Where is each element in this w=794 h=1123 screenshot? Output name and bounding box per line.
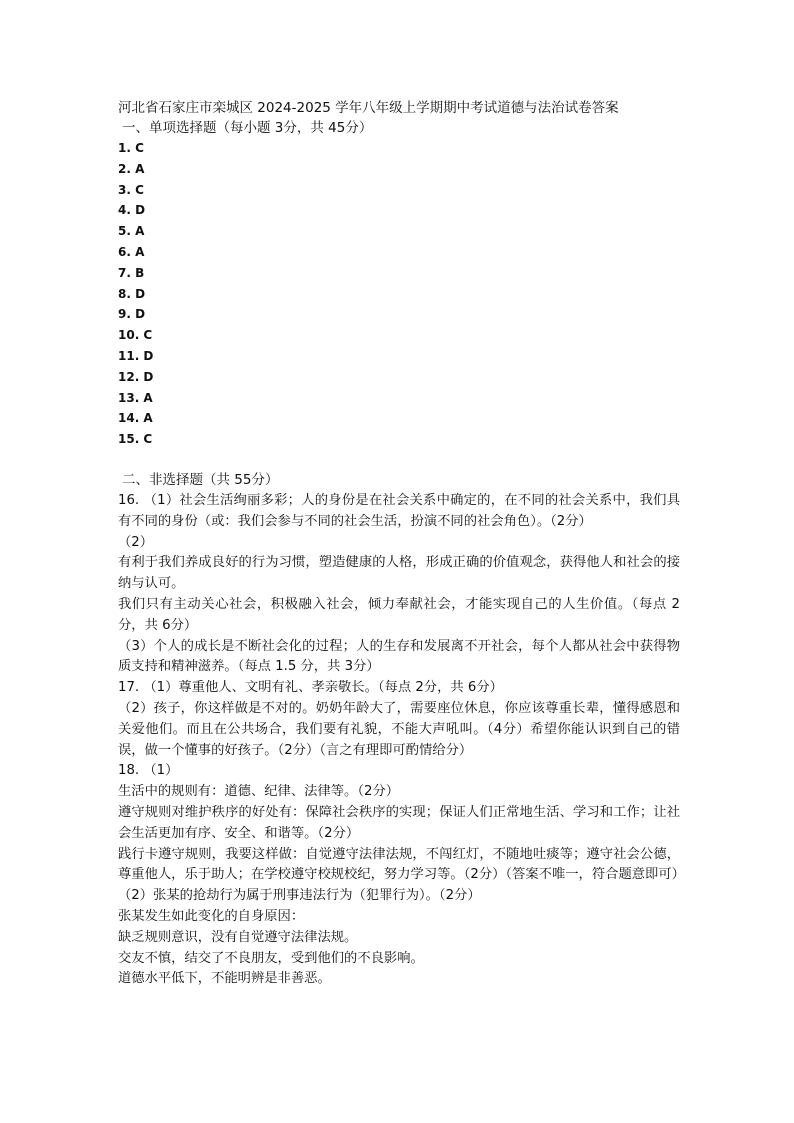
answer-item: 10. C	[118, 328, 153, 343]
answer-paragraph-18-2-d: 道德水平低下，不能明辨是非善恶。	[118, 971, 331, 987]
answer-item: 9. D	[118, 307, 146, 322]
answer-item: 4. D	[118, 203, 146, 218]
answer-item: 5. A	[118, 224, 145, 239]
answer-item: 14. A	[118, 411, 153, 426]
answer-paragraph-17-1: 17. （1）尊重他人、文明有礼、孝亲敬长。（每点 2分，共 6分）	[118, 680, 503, 696]
answer-item: 11. D	[118, 348, 154, 363]
answer-paragraph-18-2-b: 缺乏规则意识，没有自觉遵守法律法规。	[118, 929, 358, 945]
answer-item: 1. C	[118, 141, 144, 155]
answer-item: 2. A	[118, 161, 145, 176]
document-title: 河北省石家庄市栾城区 2024-2025 学年八年级上学期期中考试道德与法治试卷答案	[118, 100, 619, 116]
answer-paragraph-16-1: 16. （1）社会生活绚丽多彩；人的身份是在社会关系中确定的，在不同的社会关系中，我们具有不同的身份（或：我们会参与不同的社会生活，扮演不同的社会角色）。（2分）	[118, 493, 680, 529]
answer-paragraph-17-2: （2）孩子，你这样做是不对的。奶奶年龄大了，需要座位休息，你应该尊重长辈，懂得感恩和关爱他们。而且在公共场合，我们要有礼貌，不能大声吼叫。（4分）希望你能认识到自己的错误，做一个懂事的好孩子。（2分）（言之有理即可酌情给分）	[118, 700, 680, 758]
answer-paragraph-16-2-label: （2）	[118, 534, 154, 550]
answer-item: 7. B	[118, 265, 145, 280]
answer-paragraph-16-2-a: 有利于我们养成良好的行为习惯，塑造健康的人格，形成正确的价值观念，获得他人和社会的接纳与认可。	[118, 555, 680, 592]
answer-paragraph-16-2-b: 我们只有主动关心社会，积极融入社会，倾力奉献社会，才能实现自己的人生价值。（每点 2分，共 6分）	[118, 596, 680, 633]
answer-item: 6. A	[118, 244, 145, 259]
answer-paragraph-18-2-c: 交友不慎，结交了不良朋友，受到他们的不良影响。	[118, 950, 424, 966]
section-2-body	[118, 491, 685, 990]
answer-paragraph-18-1-a: 生活中的规则有：道德、纪律、法律等。（2分）	[118, 784, 400, 800]
section-1-heading: 一、单项选择题（每小题 3分，共 45分）	[122, 120, 373, 136]
answer-item: 13. A	[118, 390, 153, 405]
answer-item: 3. C	[118, 182, 144, 197]
answer-item: 12. D	[118, 369, 154, 384]
answer-paragraph-18-2-a: 张某发生如此变化的自身原因：	[118, 908, 305, 924]
section-2-heading: 二、非选择题（共 55分）	[122, 472, 279, 488]
answer-paragraph-18-1-c: 践行卡遵守规则，我要这样做：自觉遵守法律法规，不闯红灯，不随地吐痰等；遵守社会公德，尊重他人，乐于助人；在学校遵守校规校纪，努力学习等。（2分）（答案不唯一，符合题意即可）	[118, 846, 685, 883]
answer-paragraph-18-2: （2）张某的抢劫行为属于刑事违法行为（犯罪行为）。（2分）	[118, 888, 481, 904]
answer-item: 15. C	[118, 432, 153, 447]
multiple-choice-answer-list	[118, 138, 153, 450]
answer-paragraph-18-1-b: 遵守规则对维护秩序的好处有：保障社会秩序的实现；保证人们正常地生活、学习和工作；让社会生活更加有序、安全、和谐等。（2分）	[118, 804, 680, 841]
answer-paragraph-16-3: （3）个人的成长是不断社会化的过程；人的生存和发展离不开社会，每个人都从社会中获得物质支持和精神滋养。（每点 1.5 分，共 3分）	[118, 638, 680, 675]
answer-item: 8. D	[118, 286, 146, 301]
answer-paragraph-18-1-label: 18. （1）	[118, 763, 179, 779]
